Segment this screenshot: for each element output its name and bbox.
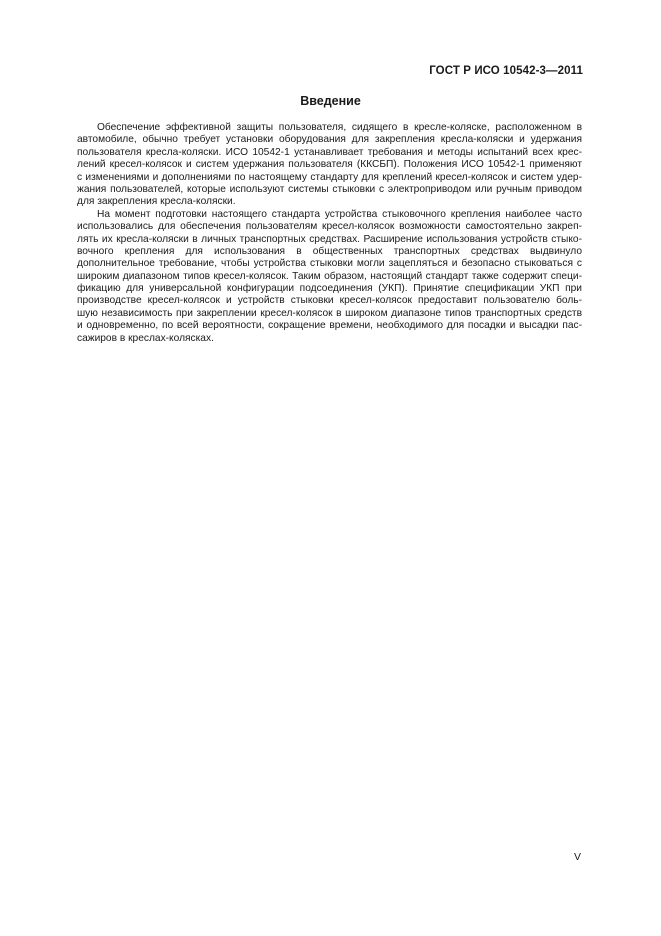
body-text <box>77 122 582 345</box>
text-line: с изменениями и дополнениями по настоящему стандарту для креплений кресел-колясок и систем удер- <box>77 171 582 183</box>
standard-code: ГОСТ Р ИСО 10542-3—2011 <box>429 65 583 77</box>
section-title: Введение <box>300 94 361 108</box>
text-line: и одновременно, по всей вероятности, сокращение времени, необходимого для посадки и высадки пас- <box>77 320 582 332</box>
text-line: вочного крепления для использования в общественных транспортных средствах выдвинуло <box>77 245 582 257</box>
text-line: жания пользователей, которые используют системы стыковки с электроприводом или ручным приводом <box>77 183 582 195</box>
text-line: широким диапазоном типов кресел-колясок. Таким образом, настоящий стандарт также содержит специ- <box>77 270 582 282</box>
text-line: для закрепления кресла-коляски. <box>77 196 236 208</box>
text-line: Обеспечение эффективной защиты пользователя, сидящего в кресле-коляске, расположенном в <box>97 122 582 133</box>
text-line: дополнительное требование, чтобы устройства стыковки могли зацепляться и безопасно стыковаться с <box>77 258 582 270</box>
text-line: сажиров в креслах-колясках. <box>77 332 214 344</box>
page-number: V <box>573 851 581 863</box>
text-line: На момент подготовки настоящего стандарта устройства стыковочного крепления наиболее часто <box>97 208 582 220</box>
text-line: использовались для обеспечения пользователям кресел-колясок возможности самостоятельно закреп- <box>77 221 582 233</box>
text-line: производстве кресел-колясок и устройств стыковки кресел-колясок предоставит пользователю боль- <box>77 295 582 307</box>
text-line: автомобиле, обычно требует установки оборудования для закрепления кресла-коляски и удержания <box>77 134 582 146</box>
text-line: лять их кресла-коляски в личных транспортных средствах. Расширение использования устройств стыко- <box>77 233 582 245</box>
text-line: лений кресел-колясок и систем удержания пользователя (ККСБП). Положения ИСО 10542-1 применяют <box>77 159 582 171</box>
paragraph <box>77 209 582 345</box>
text-line: пользователя кресла-коляски. ИСО 10542-1 устанавливает требования и методы испытаний всех крес- <box>77 146 582 158</box>
text-line: шую независимость при закреплении кресел-колясок в широком диапазоне типов транспортных средств <box>77 307 582 319</box>
paragraph <box>77 122 582 209</box>
text-line: фикацию для универсальной конфигурации подсоединения (УКП). Принятие спецификации УКП при <box>77 283 582 295</box>
